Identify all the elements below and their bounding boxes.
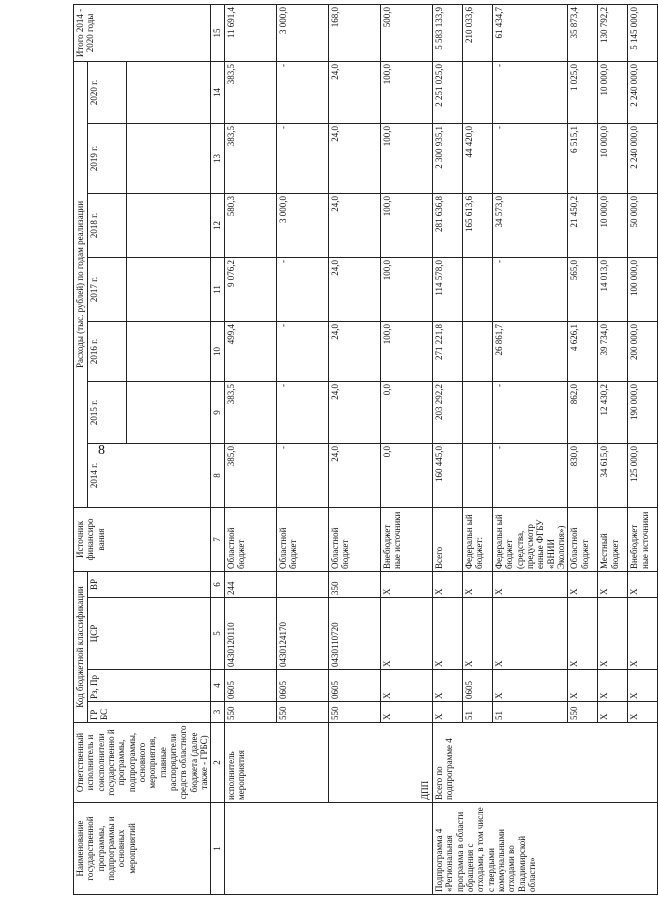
amount-cell [462, 257, 492, 321]
column-number: 1 [211, 803, 224, 895]
header-executor: Ответственный исполнитель и соисполнители государственно й программы, подпрограммы, основного мероприятия, главные распорядители средств областного бюджета (далее также - ГРБС) [74, 723, 211, 803]
code-cell: X [432, 670, 462, 702]
amount-cell: 1 025,0 [568, 61, 598, 123]
code-cell: 0430120110 [224, 598, 276, 670]
column-number: 13 [211, 123, 224, 193]
amount-cell: - [276, 61, 328, 123]
amount-cell: 165 613,6 [462, 193, 492, 257]
executor-cell: ДПП [328, 723, 432, 803]
funding-source-cell: Областной бюджет [328, 507, 380, 571]
column-number: 15 [211, 4, 224, 61]
code-cell: X [380, 598, 432, 670]
header-year: 2020 г. [88, 61, 127, 123]
amount-cell: 2 240 000,0 [628, 123, 658, 193]
amount-cell: 5 583 133,9 [432, 4, 462, 61]
amount-cell: 6 515,1 [568, 123, 598, 193]
header-total: Итого 2014 - 2020 годы [74, 4, 211, 61]
amount-cell: - [492, 61, 567, 123]
amount-cell: 14 013,0 [598, 257, 628, 321]
amount-cell: 385,0 [224, 443, 276, 507]
amount-cell: 10 000,0 [598, 123, 628, 193]
column-number: 14 [211, 61, 224, 123]
amount-cell: - [276, 257, 328, 321]
amount-cell: 830,0 [568, 443, 598, 507]
code-cell: 0605 [224, 670, 276, 702]
amount-cell: 100,0 [380, 321, 432, 381]
amount-cell: 383,5 [224, 123, 276, 193]
amount-cell: 100,0 [380, 61, 432, 123]
header-year: 2018 г. [88, 193, 127, 257]
header-year: 2017 г. [88, 257, 127, 321]
amount-cell: 565,0 [568, 257, 598, 321]
code-cell [276, 571, 328, 597]
code-cell: X [628, 670, 658, 702]
code-cell: X [568, 670, 598, 702]
amount-cell: 24,0 [328, 443, 380, 507]
amount-cell: 100 000,0 [628, 257, 658, 321]
amount-cell: 160 445,0 [432, 443, 462, 507]
budget-table [73, 4, 658, 895]
amount-cell: 2 240 000,0 [628, 61, 658, 123]
amount-cell: 10 000,0 [598, 193, 628, 257]
code-cell: X [492, 598, 567, 670]
code-cell: X [462, 571, 492, 597]
amount-cell: 24,0 [328, 193, 380, 257]
amount-cell: 24,0 [328, 123, 380, 193]
code-cell: X [598, 571, 628, 597]
amount-cell: 4 626,1 [568, 321, 598, 381]
header-grbs: ГР БС [88, 702, 211, 723]
code-cell: X [598, 702, 628, 723]
amount-cell: - [492, 257, 567, 321]
code-cell: X [598, 670, 628, 702]
funding-source-cell: Местный бюджет [598, 507, 628, 571]
amount-cell: 114 578,0 [432, 257, 462, 321]
code-cell: 0430124170 [276, 598, 328, 670]
funding-source-cell: Всего [432, 507, 462, 571]
amount-cell: 383,5 [224, 61, 276, 123]
amount-cell: 12 430,2 [598, 381, 628, 443]
amount-cell [462, 381, 492, 443]
code-cell: 244 [224, 571, 276, 597]
funding-source-cell: Областной бюджет [276, 507, 328, 571]
amount-cell [462, 61, 492, 123]
column-number: 4 [211, 670, 224, 702]
code-cell: X [432, 571, 462, 597]
table-row [328, 4, 380, 894]
amount-cell: 21 450,2 [568, 193, 598, 257]
amount-cell: 44 420,0 [462, 123, 492, 193]
amount-cell: 383,5 [224, 381, 276, 443]
code-cell: 0430110720 [328, 598, 380, 670]
executor-cell: исполнитель мероприятия [224, 723, 328, 803]
amount-cell: 50 000,0 [628, 193, 658, 257]
header-vr: ВР [88, 571, 211, 597]
funding-source-cell: Областной бюджет [568, 507, 598, 571]
amount-cell: 26 861,7 [492, 321, 567, 381]
amount-cell: 0,0 [380, 443, 432, 507]
amount-cell [462, 443, 492, 507]
amount-cell: - [276, 123, 328, 193]
executor-cell: Всего по подпрограмме 4 [432, 723, 657, 803]
amount-cell: 10 000,0 [598, 61, 628, 123]
code-cell: X [380, 670, 432, 702]
funding-source-cell: Федеральн ый бюджет (средства, предусмотр енные ФГБУ «ВНИИ Экология») [492, 507, 567, 571]
funding-source-cell: Федеральн ый бюджет: [462, 507, 492, 571]
funding-source-cell: Внебюджет ные источники [628, 507, 658, 571]
amount-cell: 100,0 [380, 193, 432, 257]
table-row [224, 4, 276, 894]
column-number: 10 [211, 321, 224, 381]
amount-cell: 2 251 025,0 [432, 61, 462, 123]
rotated-document [73, 5, 650, 895]
code-cell: X [432, 598, 462, 670]
code-cell: X [432, 702, 462, 723]
amount-cell: 210 033,6 [462, 4, 492, 61]
header-rzpr: Рз, Пр [88, 670, 211, 702]
code-cell: 550 [224, 702, 276, 723]
code-cell: 51 [492, 702, 567, 723]
amount-cell: 500,0 [380, 4, 432, 61]
funding-source-cell: Областной бюджет [224, 507, 276, 571]
amount-cell: 34 573,0 [492, 193, 567, 257]
amount-cell: 11 691,4 [224, 4, 276, 61]
header-name: Наименование государственной программы, подпрограммы и основных мероприятий [74, 803, 211, 895]
amount-cell: 580,3 [224, 193, 276, 257]
program-name-cell [224, 803, 432, 895]
code-cell: X [492, 670, 567, 702]
program-name-cell: Подпрограмма 4 «Региональная программа в области обращения с отходами, в том числе с твердыми коммунальными отходами во Владимирской области» [432, 803, 657, 895]
amount-cell: 168,0 [328, 4, 380, 61]
code-cell: X [380, 571, 432, 597]
code-cell: X [628, 571, 658, 597]
column-number: 8 [211, 443, 224, 507]
amount-cell: 3 000,0 [276, 193, 328, 257]
amount-cell: - [492, 123, 567, 193]
code-cell: X [492, 571, 567, 597]
amount-cell: 24,0 [328, 257, 380, 321]
page-number: 8 [98, 443, 105, 458]
code-cell: X [598, 598, 628, 670]
column-number: 3 [211, 702, 224, 723]
code-cell: X [568, 571, 598, 597]
column-number: 6 [211, 571, 224, 597]
column-number: 2 [211, 723, 224, 803]
code-cell: 0605 [276, 670, 328, 702]
header-year: 2019 г. [88, 123, 127, 193]
code-cell: X [462, 598, 492, 670]
code-cell: 0605 [462, 670, 492, 702]
header-expenses-group: Расходы (тыс. рублей) по годам реализации [74, 61, 88, 507]
header-csr: ЦСР [88, 598, 211, 670]
code-cell: X [628, 702, 658, 723]
amount-cell: 9 076,2 [224, 257, 276, 321]
code-cell: 550 [568, 702, 598, 723]
amount-cell: 281 636,8 [432, 193, 462, 257]
amount-cell: 0,0 [380, 381, 432, 443]
amount-cell: - [276, 381, 328, 443]
table-row [432, 4, 462, 894]
header-code-group: Код бюджетной классификации [74, 571, 88, 722]
header-year: 2014 г. [88, 443, 211, 507]
funding-source-cell: Внебюджет ные источники [380, 507, 432, 571]
amount-cell: 499,4 [224, 321, 276, 381]
amount-cell [462, 321, 492, 381]
header-row-1 [74, 4, 88, 894]
code-cell: 350 [328, 571, 380, 597]
header-source: Источник финансиро вания [74, 507, 211, 571]
column-number: 9 [211, 381, 224, 443]
code-cell: X [628, 598, 658, 670]
amount-cell: 190 000,0 [628, 381, 658, 443]
column-number-row [211, 4, 224, 894]
amount-cell: - [276, 321, 328, 381]
code-cell: 550 [276, 702, 328, 723]
amount-cell: 862,0 [568, 381, 598, 443]
amount-cell: 35 873,4 [568, 4, 598, 61]
amount-cell: 200 000,0 [628, 321, 658, 381]
amount-cell: 34 615,0 [598, 443, 628, 507]
amount-cell: 130 792,2 [598, 4, 628, 61]
amount-cell: 61 434,7 [492, 4, 567, 61]
amount-cell: - [276, 443, 328, 507]
amount-cell: 271 221,8 [432, 321, 462, 381]
code-cell: 51 [462, 702, 492, 723]
amount-cell: 100,0 [380, 123, 432, 193]
amount-cell: 100,0 [380, 257, 432, 321]
amount-cell: 203 292,2 [432, 381, 462, 443]
amount-cell: - [492, 381, 567, 443]
column-number: 11 [211, 257, 224, 321]
column-number: 5 [211, 598, 224, 670]
code-cell: X [568, 598, 598, 670]
header-year: 2015 г. [88, 381, 127, 443]
code-cell: 550 [328, 702, 380, 723]
amount-cell: 24,0 [328, 61, 380, 123]
amount-cell: 24,0 [328, 321, 380, 381]
column-number: 12 [211, 193, 224, 257]
amount-cell: - [492, 443, 567, 507]
amount-cell: 3 000,0 [276, 4, 328, 61]
code-cell: 0605 [328, 670, 380, 702]
code-cell: X [380, 702, 432, 723]
amount-cell: 24,0 [328, 381, 380, 443]
amount-cell: 5 145 000,0 [628, 4, 658, 61]
amount-cell: 39 734,0 [598, 321, 628, 381]
amount-cell: 2 300 935,1 [432, 123, 462, 193]
amount-cell: 125 000,0 [628, 443, 658, 507]
header-year: 2016 г. [88, 321, 127, 381]
column-number: 7 [211, 507, 224, 571]
